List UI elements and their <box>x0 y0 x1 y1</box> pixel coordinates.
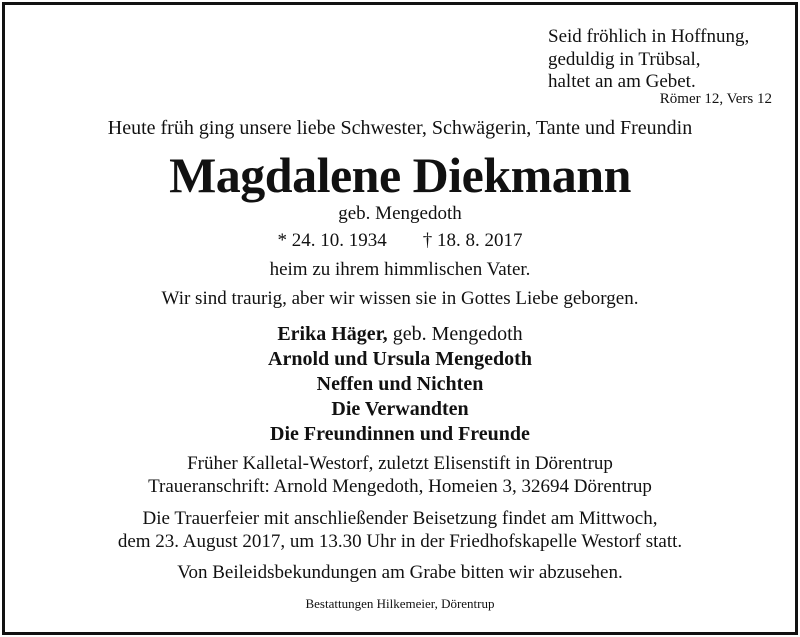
condolence-note: Von Beileidsbekundungen am Grabe bitten wir abzusehen. <box>177 562 623 583</box>
home-line: heim zu ihrem himmlischen Vater. <box>269 259 531 280</box>
verse-line: haltet an am Gebet. <box>548 71 696 92</box>
mourning-address: Traueranschrift: Arnold Mengedoth, Homeien 3, 32694 Dörentrup <box>148 476 652 497</box>
verse-line: geduldig in Trübsal, <box>548 48 701 70</box>
verse-line: Seid fröhlich in Hoffnung, <box>548 26 750 47</box>
verse-reference: Römer 12, Vers 12 <box>659 91 772 107</box>
faith-quote: Wir sind traurig, aber wir wissen sie in Gottes Liebe geborgen. <box>161 288 639 309</box>
funeral-line: dem 23. August 2017, um 13.30 Uhr in der Friedhofskapelle Westorf statt. <box>117 531 683 552</box>
mourner-row: Neffen und Nichten <box>316 373 484 395</box>
address-block <box>0 452 800 498</box>
bible-verse <box>548 26 749 94</box>
mourners-list <box>0 322 800 447</box>
death-date: † 18. 8. 2017 <box>422 230 523 251</box>
mourner-row: Arnold und Ursula Mengedoth <box>268 348 532 370</box>
funeral-line: Die Trauerfeier mit anschließender Beisetzung findet am Mittwoch, <box>142 508 658 529</box>
birth-date: * 24. 10. 1934 <box>277 230 387 251</box>
mourner-row: Die Verwandten <box>331 398 469 420</box>
maiden-name: geb. Mengedoth <box>338 203 462 224</box>
mourner-name: Erika Häger, <box>277 323 388 345</box>
deceased-name: Magdalene Diekmann <box>169 147 631 203</box>
mourner-maiden: geb. Mengedoth <box>387 323 523 345</box>
intro-text: Heute früh ging unsere liebe Schwester, Schwägerin, Tante und Freundin <box>107 117 693 139</box>
mourner-row <box>0 322 800 347</box>
undertaker-credit: Bestattungen Hilkemeier, Dörentrup <box>305 596 495 611</box>
funeral-info <box>0 507 800 553</box>
mourner-row: Die Freundinnen und Freunde <box>270 423 530 445</box>
life-dates <box>0 230 800 252</box>
former-residence: Früher Kalletal-Westorf, zuletzt Elisenstift in Dörentrup <box>187 453 613 474</box>
